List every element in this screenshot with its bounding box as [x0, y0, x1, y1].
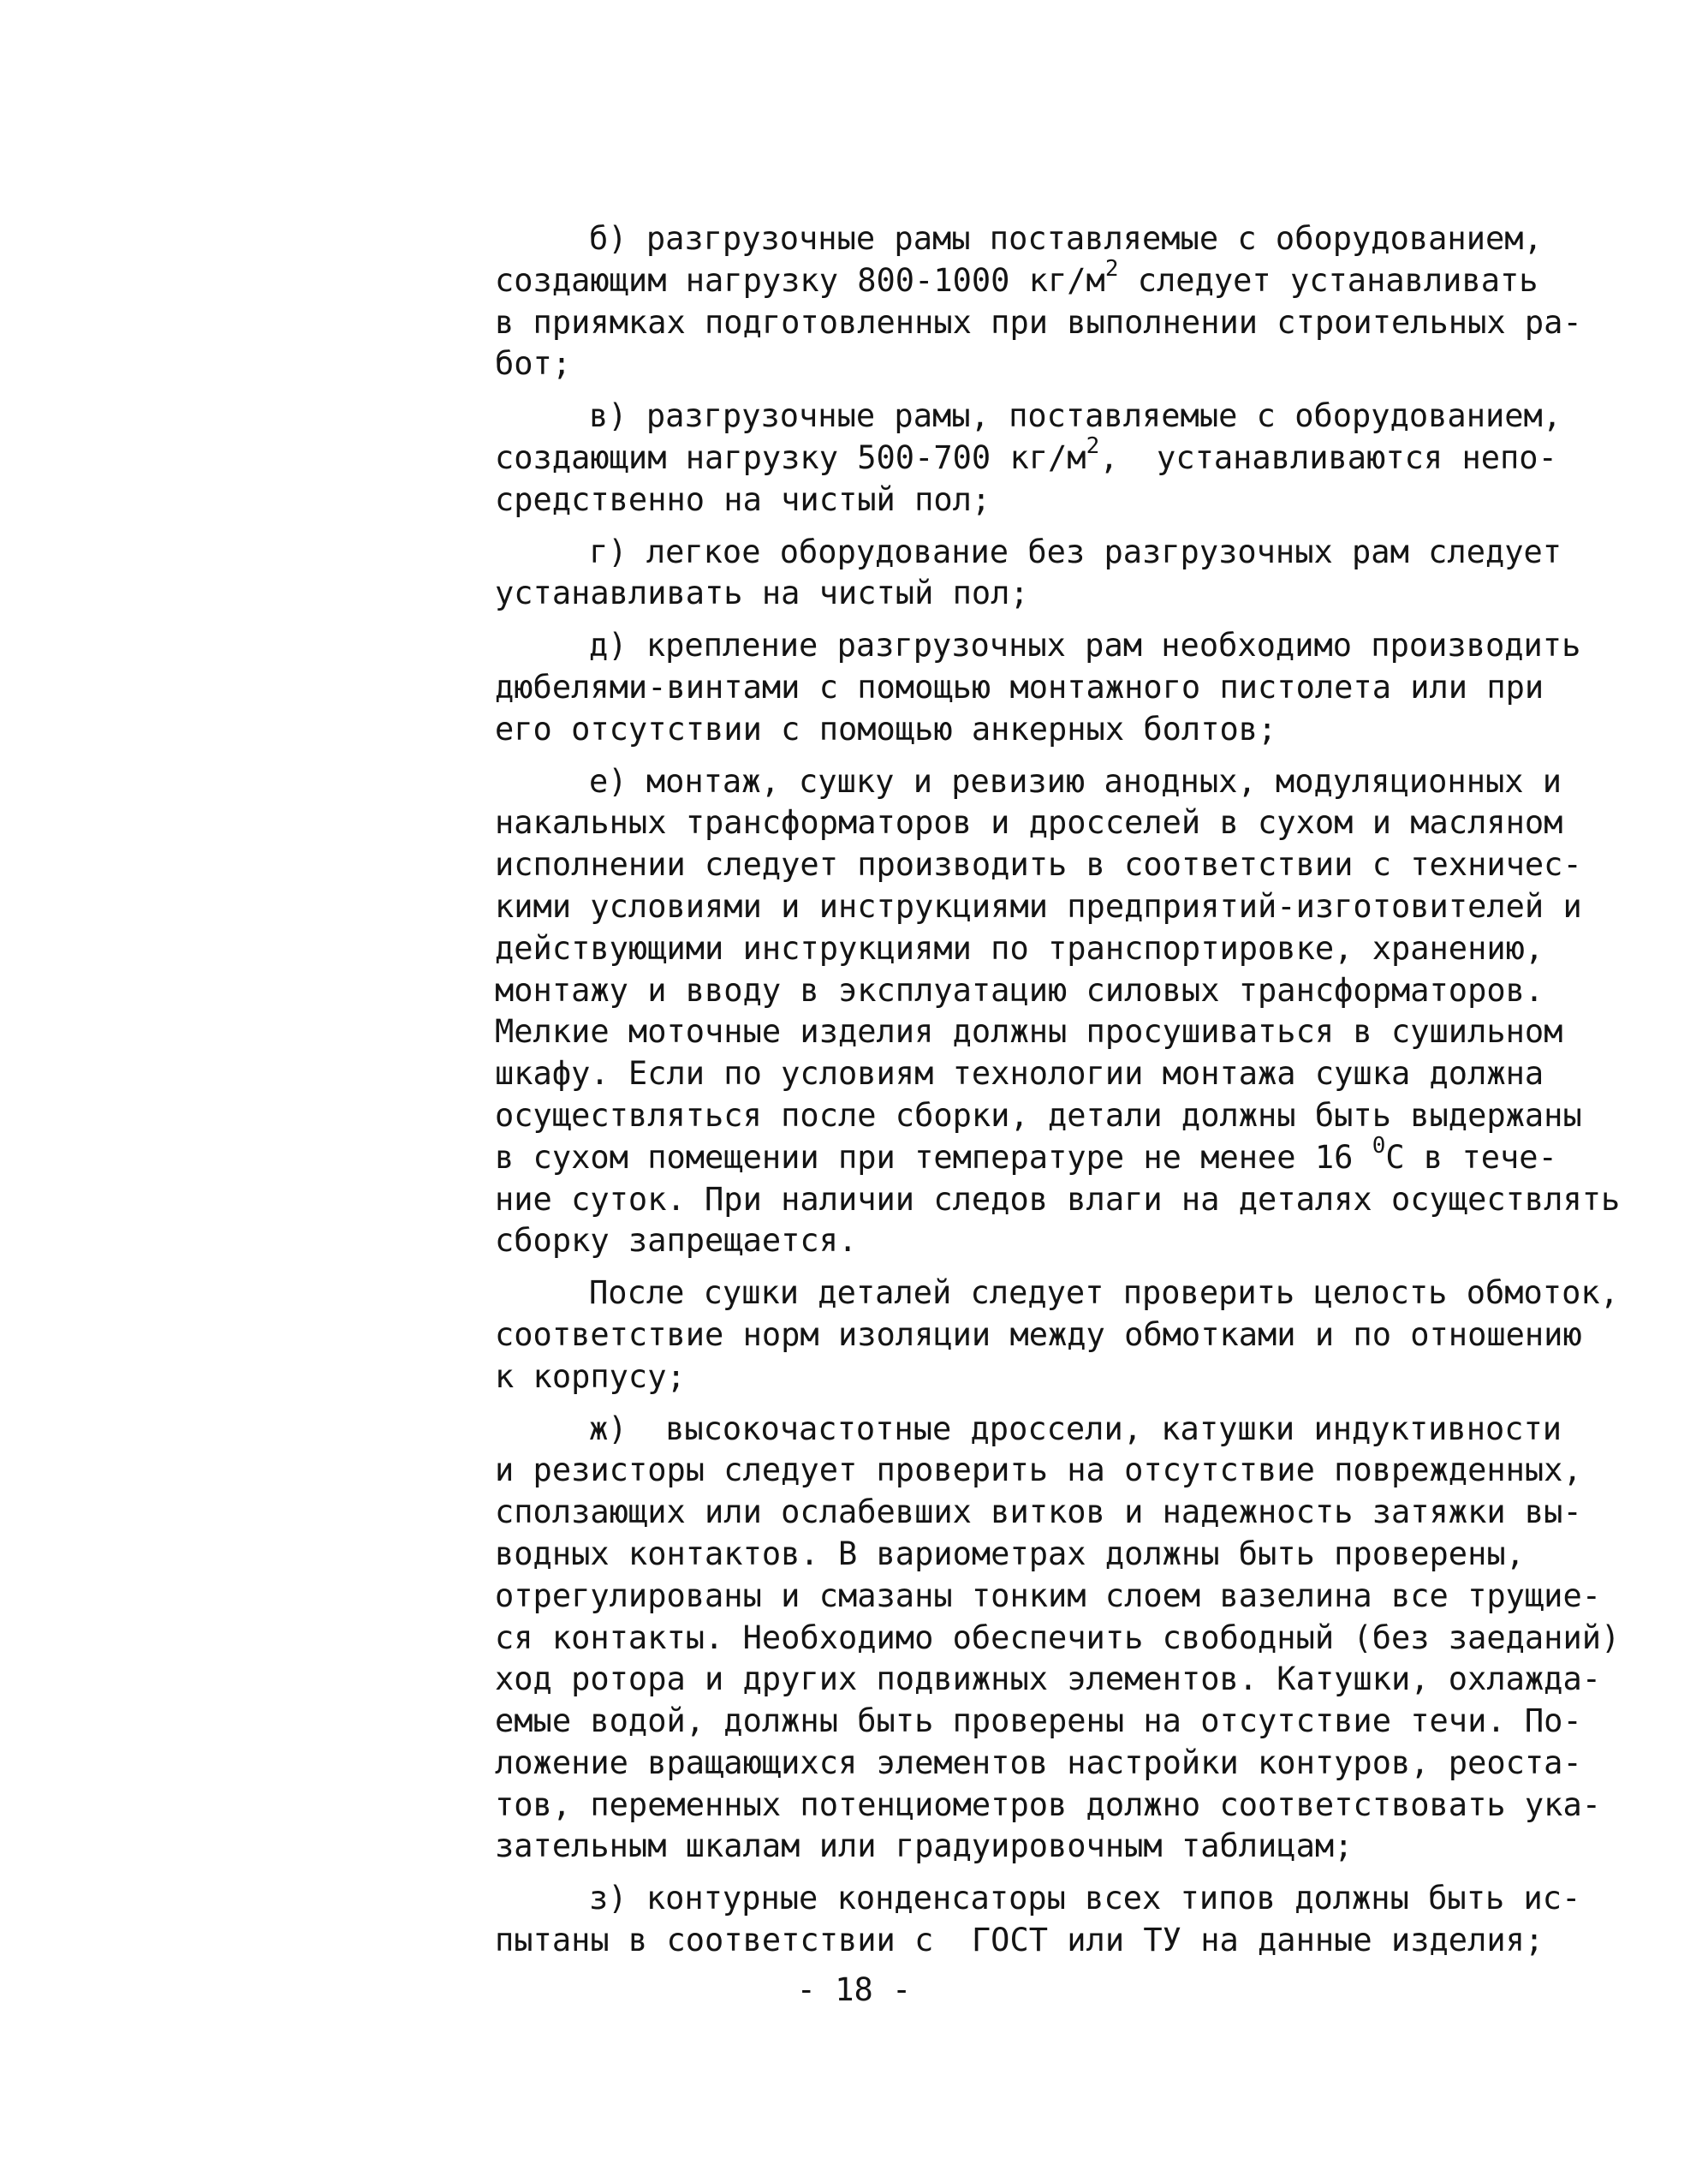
line-text: в) разгрузочные рамы, поставляемые с оборудованием, [589, 397, 1562, 435]
line-text: действующими инструкциями по транспортировке, хранению, [495, 929, 1544, 967]
line-text: накальных трансформаторов и дросселей в сухом и масляном [495, 804, 1563, 842]
text-line [495, 844, 1642, 886]
line-text: зательным шкалам или градуировочным таблицам; [495, 1827, 1354, 1865]
line-text: з) контурные конденсаторы всех типов должны быть ис- [589, 1880, 1581, 1917]
line-text: ние суток. При наличии следов влаги на деталях осуществлять [495, 1180, 1621, 1218]
line-text-continued: следует устанавливать [1118, 261, 1538, 299]
text-line [495, 1826, 1642, 1868]
line-text: соответствие норм изоляции между обмотками и по отношению [495, 1315, 1582, 1353]
line-text: ложение вращающихся элементов настройки контуров, реоста- [495, 1744, 1582, 1781]
superscript: 2 [1086, 432, 1100, 459]
line-text: кими условиями и инструкциями предприятий-изготовителей и [495, 887, 1582, 925]
line-text: бот; [495, 345, 572, 383]
line-text: его отсутствии с помощью анкерных болтов; [495, 710, 1277, 748]
line-text: тов, переменных потенциометров должно соответствовать ука- [495, 1785, 1602, 1823]
text-line [495, 1356, 1642, 1398]
line-text: монтажу и вводу в эксплуатацию силовых трансформаторов. [495, 971, 1544, 1009]
text-line [495, 970, 1642, 1012]
paragraph-gap [495, 1262, 1642, 1273]
text-line [495, 1534, 1642, 1576]
text-line [495, 1785, 1642, 1827]
superscript: 0 [1372, 1132, 1386, 1159]
text-line [495, 396, 1642, 438]
paragraph-gap [495, 1398, 1642, 1409]
line-text-continued: С в тече- [1385, 1138, 1557, 1176]
body-text [495, 218, 1642, 1962]
text-line [495, 1053, 1642, 1095]
text-line [495, 302, 1642, 344]
text-line [495, 1273, 1642, 1315]
line-text: и резисторы следует проверить на отсутствие поврежденных, [495, 1452, 1582, 1489]
line-text: дюбелями-винтами с помощью монтажного пистолета или при [495, 668, 1544, 706]
text-line [495, 667, 1642, 709]
text-line [495, 1492, 1642, 1534]
text-line [495, 928, 1642, 970]
line-text: ж) высокочастотные дроссели, катушки индуктивности [589, 1410, 1562, 1447]
paragraph-gap [495, 522, 1642, 532]
text-line [495, 625, 1642, 667]
line-text: емые водой, должны быть проверены на отсутствие течи. По- [495, 1702, 1582, 1740]
paragraph-gap [495, 615, 1642, 625]
line-text: сползающих или ослабевших витков и надежность затяжки вы- [495, 1493, 1582, 1531]
text-line [495, 1409, 1642, 1451]
line-text: ся контакты. Необходимо обеспечить свободный (без заеданий) [495, 1619, 1621, 1656]
text-line [495, 1743, 1642, 1785]
text-line [495, 709, 1642, 751]
line-text: в сухом помещении при температуре не менее 16 [495, 1138, 1372, 1176]
line-text: е) монтаж, сушку и ревизию анодных, модуляционных и [589, 762, 1562, 800]
line-text: создающим нагрузку 800-1000 кг/м [495, 261, 1105, 299]
line-text: к корпусу; [495, 1357, 686, 1395]
paragraph-gap [495, 1868, 1642, 1878]
line-text: средственно на чистый пол; [495, 480, 991, 518]
text-line [495, 802, 1642, 844]
line-text-continued: , устанавливаются непо- [1099, 438, 1557, 476]
text-line [495, 1618, 1642, 1660]
text-line [495, 1011, 1642, 1053]
text-line [495, 1220, 1642, 1262]
text-line [495, 573, 1642, 615]
line-text: исполнении следует производить в соответствии с техничес- [495, 846, 1582, 884]
line-text: б) разгрузочные рамы поставляемые с оборудованием, [589, 220, 1543, 257]
text-line [495, 1132, 1642, 1179]
line-text: г) легкое оборудование без разгрузочных рам следует [589, 533, 1562, 570]
text-line [495, 1920, 1642, 1962]
line-text: д) крепление разгрузочных рам необходимо производить [589, 627, 1581, 665]
line-text: осуществляться после сборки, детали должны быть выдержаны [495, 1096, 1582, 1134]
line-text: отрегулированы и смазаны тонким слоем вазелина все трущие- [495, 1577, 1602, 1614]
text-line [495, 218, 1642, 260]
text-line [495, 1878, 1642, 1920]
text-line [495, 1450, 1642, 1492]
line-text: Мелкие моточные изделия должны просушиваться в сушильном [495, 1013, 1563, 1051]
line-text: устанавливать на чистый пол; [495, 575, 1029, 612]
text-line [495, 343, 1642, 385]
line-text: в приямках подготовленных при выполнении строительных ра- [495, 303, 1582, 341]
paragraph-gap [495, 751, 1642, 761]
text-line [495, 1701, 1642, 1743]
text-line [495, 1179, 1642, 1221]
line-text: шкафу. Если по условиям технологии монтажа сушка должна [495, 1055, 1544, 1093]
line-text: водных контактов. В вариометрах должны быть проверены, [495, 1535, 1525, 1572]
paragraph-gap [495, 385, 1642, 396]
line-text: пытаны в соответствии с ГОСТ или ТУ на данные изделия; [495, 1922, 1544, 1959]
text-line [495, 1315, 1642, 1356]
text-line [495, 255, 1642, 302]
superscript: 2 [1104, 255, 1119, 282]
text-line [495, 432, 1642, 480]
text-line [495, 886, 1642, 928]
text-line [495, 1095, 1642, 1137]
line-text: создающим нагрузку 500-700 кг/м [495, 438, 1086, 476]
text-line [495, 1576, 1642, 1618]
line-text: сборку запрещается. [495, 1222, 858, 1260]
page-number: - 18 - [796, 1971, 912, 2008]
text-line [495, 1659, 1642, 1701]
text-line [495, 532, 1642, 574]
line-text: После сушки деталей следует проверить целость обмоток, [589, 1274, 1619, 1312]
line-text: ход ротора и других подвижных элементов. Катушки, охлажда- [495, 1660, 1602, 1698]
text-line [495, 761, 1642, 803]
text-line [495, 480, 1642, 522]
